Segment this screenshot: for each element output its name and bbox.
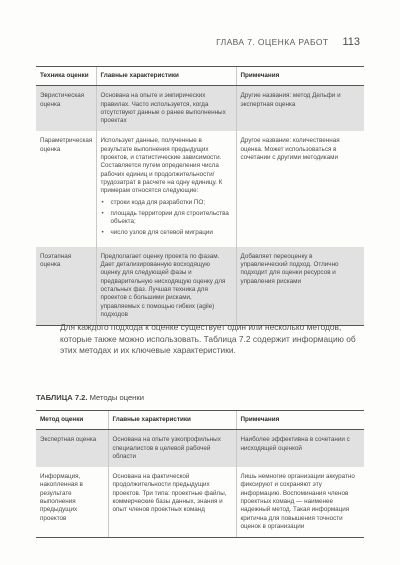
list-item: • строки кода для разработки ПО;	[101, 199, 232, 207]
column-header-characteristics: Главные характеристики	[96, 67, 236, 86]
technique-cell: Параметрическая оценка	[40, 137, 93, 153]
characteristics-cell: Предполагает оценку проекта по фазам. Дает детализированную восходящую оценку для следующей фазы и предварительную нисходящую оценку для остальных фаз. Лучшая техника для проектов с большими рисками, управляемых с помощью гибких (agile) подходов	[96, 247, 236, 326]
body-paragraph: Для каждого подхода к оценке существует один или несколько методов, которые также можно использовать. Таблица 7.2 содержит информацию об этих методах и их ключевые характеристики.	[60, 322, 356, 356]
column-header-method: Метод оценки	[36, 411, 108, 430]
characteristics-cell: Основана на опыте и эмпирических правилах. Часто используется, когда отсутствуют данные о ранее выполненных проектах	[96, 86, 236, 132]
column-header-characteristics: Главные характеристики	[108, 411, 236, 430]
table-row	[36, 131, 364, 246]
list-item: • число узлов для сетевой миграции	[101, 229, 232, 237]
technique-cell: Поэтапная оценка	[36, 247, 96, 326]
examples-list	[101, 199, 232, 238]
characteristics-text: Использует данные, полученные в результате выполнения предыдущих проектов, и статистические зависимости. Составляется путем определения числа рабочих единиц и продолжительности/трудозатрат в расчете на одну единицу. К примерам относятся следующие:	[100, 137, 223, 195]
notes-cell: Другое название: количественная оценка. Может использоваться в сочетании с другими методиками	[236, 131, 364, 246]
list-item: • площадь территории для строительства объекта;	[101, 210, 232, 227]
notes-cell: Наиболее эффективна в сочетании с нисходящей оценкой	[236, 430, 364, 467]
estimation-methods-table	[36, 410, 364, 538]
notes-cell: Другие названия: метод Дельфи и экспертная оценка	[236, 86, 364, 132]
table-row	[36, 467, 364, 538]
characteristics-cell: Основана на опыте узкопрофильных специалистов в целевой рабочей области	[108, 430, 236, 467]
column-header-notes: Примечания	[236, 67, 364, 86]
chapter-title: ГЛАВА 7. ОЦЕНКА РАБОТ	[216, 37, 329, 47]
characteristics-cell	[96, 131, 236, 246]
table-caption	[36, 393, 144, 402]
characteristics-cell: Основана на фактической продолжительности предыдущих проектов. Три типа: проектные файлы, коммерческие базы данных, знания и опыт членов проектных команд	[108, 467, 236, 538]
column-header-notes: Примечания	[236, 411, 364, 430]
running-head	[36, 36, 360, 48]
table-row	[36, 86, 364, 132]
table-header-row	[36, 411, 364, 430]
notes-cell: Лишь немногие организации аккуратно фиксируют и сохраняют эту информацию. Воспоминания членов проектных команд — наименее надежный метод. Такая информация критична для повышения точности оценок в организации	[236, 467, 364, 538]
table-row	[36, 430, 364, 467]
table-header-row	[36, 67, 364, 86]
table-caption-title: Методы оценки	[89, 393, 144, 402]
table-row	[36, 247, 364, 326]
page-number: 113	[342, 36, 360, 48]
method-cell: Информация, накопленная в результате выполнения предыдущих проектов	[36, 467, 108, 538]
notes-cell: Добавляет переоценку в управленческий подход. Отлично подходит для оценки ресурсов и управления рисками	[236, 247, 364, 326]
table-caption-label: ТАБЛИЦА 7.2.	[36, 393, 88, 402]
method-cell: Экспертная оценка	[36, 430, 108, 467]
estimation-techniques-table	[36, 66, 364, 326]
technique-cell: Эвристическая оценка	[36, 86, 96, 132]
column-header-technique: Техника оценки	[36, 67, 96, 86]
